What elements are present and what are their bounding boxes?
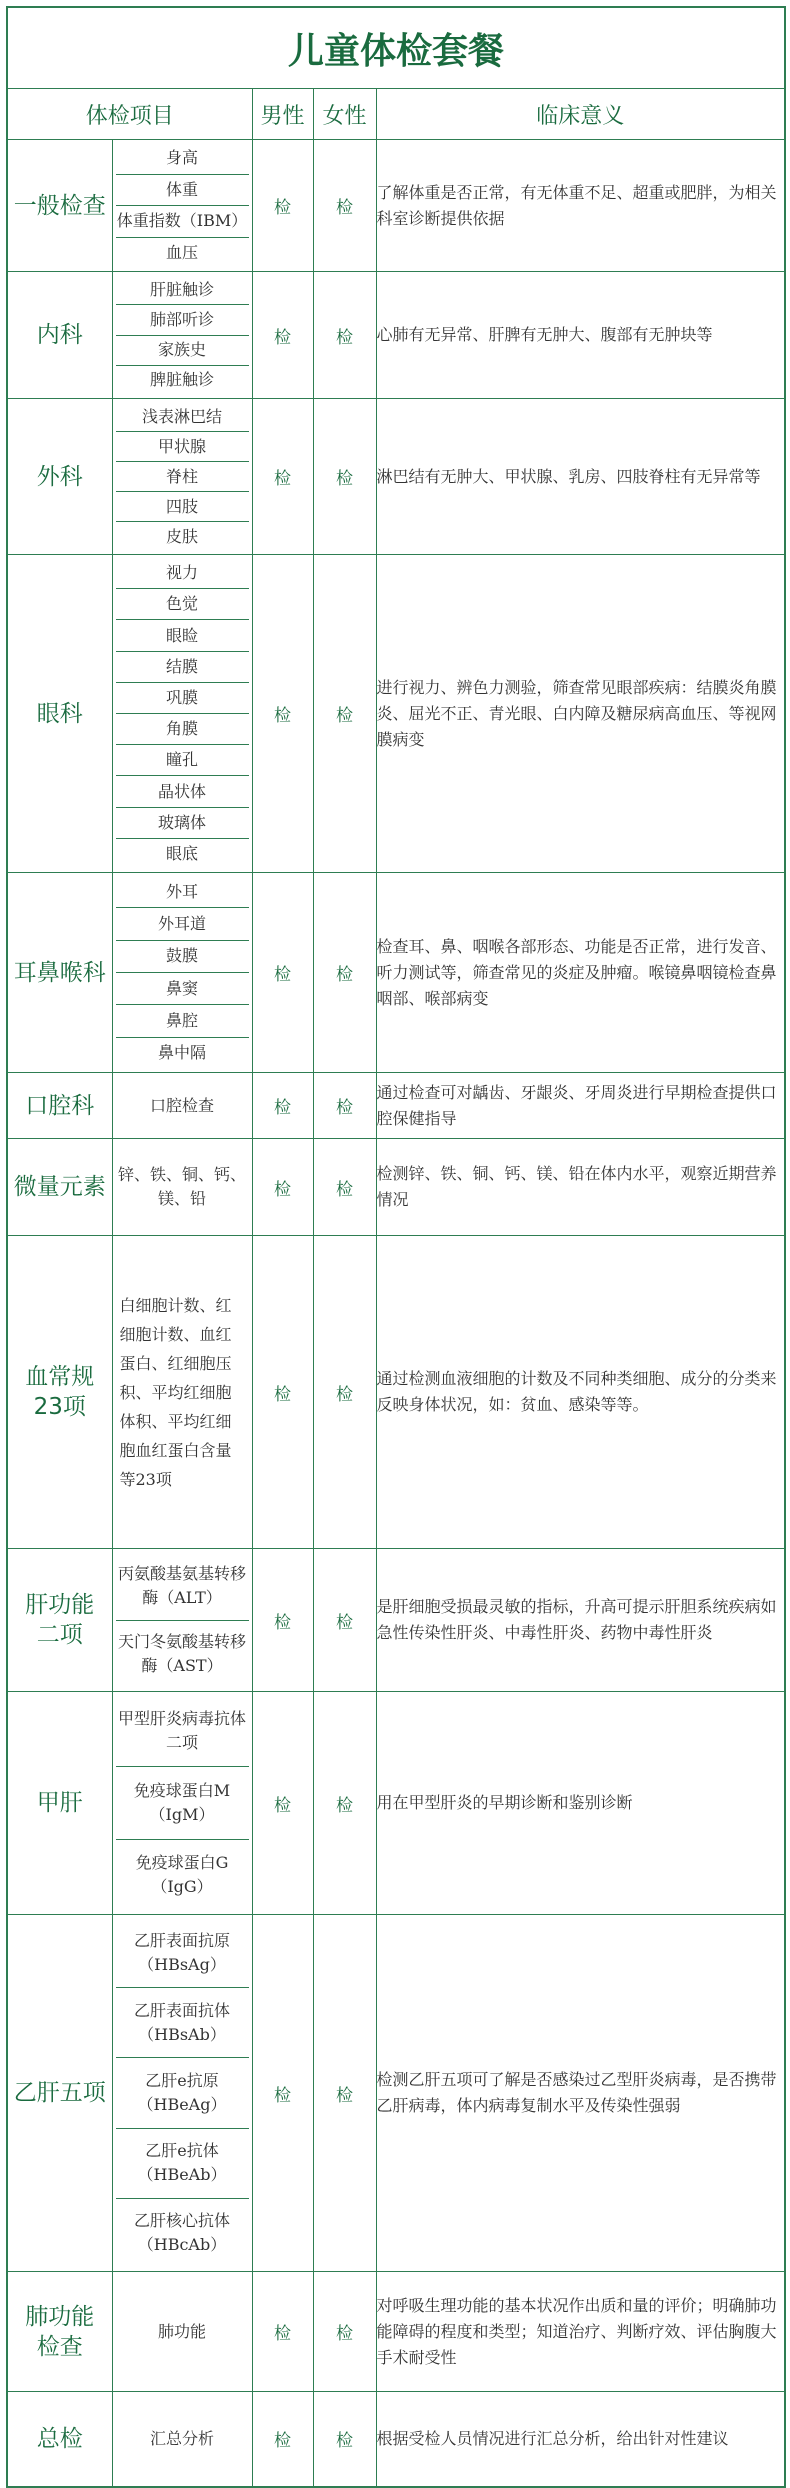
clinical-meaning: 通过检测血液细胞的计数及不同种类细胞、成分的分类来反映身体状况，如：贫血、感染等等。 (376, 1236, 785, 1549)
category-label: 肺功能检查 (25, 2303, 95, 2360)
table-row (7, 555, 785, 873)
checkup-table (6, 6, 786, 2488)
list-item: 玻璃体 (116, 808, 249, 839)
list-item: 血压 (165, 242, 198, 262)
category-cell (7, 1073, 112, 1139)
clinical-meaning: 检测锌、铁、铜、钙、镁、铅在体内水平，观察近期营养情况 (376, 1139, 785, 1236)
male-check: 检 (252, 1236, 313, 1549)
list-item: 白细胞计数、红细胞计数、血红蛋白、红细胞压积、平均红细胞体积、平均红细胞血红蛋白含量等23项 (119, 1295, 232, 1489)
header-items: 体检项目 (7, 89, 252, 140)
list-item: 肝脏触诊 (116, 275, 249, 305)
item-list (116, 558, 249, 869)
male-check: 检 (252, 1692, 313, 1915)
list-item: 乙肝e抗体（HBeAb） (116, 2129, 249, 2199)
item-list (116, 1142, 249, 1232)
male-check: 检 (252, 140, 313, 272)
items-cell (112, 272, 252, 399)
list-item: 鼻腔 (116, 1005, 249, 1037)
header-female: 女性 (313, 89, 376, 140)
category-cell (7, 1236, 112, 1549)
list-item: 鼻中隔 (157, 1043, 206, 1063)
category-label: 甲肝 (36, 1790, 83, 1816)
list-item: 身高 (116, 143, 249, 175)
female-check: 检 (313, 272, 376, 399)
table-row (7, 272, 785, 399)
list-item: 乙肝核心抗体（HBcAb） (133, 2211, 230, 2255)
list-item: 体重 (116, 175, 249, 207)
category-cell (7, 399, 112, 555)
list-item: 鼓膜 (116, 941, 249, 973)
page-title: 儿童体检套餐 (7, 7, 785, 89)
female-check: 检 (313, 1236, 376, 1549)
list-item: 外耳 (116, 876, 249, 908)
item-list (116, 1918, 249, 2268)
list-item: 角膜 (116, 714, 249, 745)
list-item: 四肢 (116, 492, 249, 522)
item-list (116, 1239, 249, 1545)
list-item: 皮肤 (165, 526, 198, 546)
item-list (116, 402, 249, 551)
list-item: 瞳孔 (116, 745, 249, 776)
table-row (7, 1073, 785, 1139)
female-check: 检 (313, 1549, 376, 1692)
list-item: 甲型肝炎病毒抗体二项 (116, 1695, 249, 1767)
list-item: 丙氨酸基氨基转移酶（ALT） (116, 1552, 249, 1621)
list-item: 结膜 (116, 652, 249, 683)
items-cell (112, 399, 252, 555)
item-list (116, 1076, 249, 1135)
list-item: 乙肝表面抗原（HBsAg） (116, 1918, 249, 1988)
list-item: 浅表淋巴结 (116, 402, 249, 432)
category-cell (7, 1139, 112, 1236)
list-item: 免疫球蛋白G（IgG） (135, 1853, 229, 1897)
items-cell (112, 140, 252, 272)
clinical-meaning: 淋巴结有无肿大、甲状腺、乳房、四肢脊柱有无异常等 (376, 399, 785, 555)
male-check: 检 (252, 2272, 313, 2392)
category-cell (7, 1692, 112, 1915)
clinical-meaning: 根据受检人员情况进行汇总分析，给出针对性建议 (376, 2392, 785, 2487)
category-cell (7, 272, 112, 399)
category-label: 耳鼻喉科 (13, 959, 106, 986)
item-list (116, 876, 249, 1069)
list-item: 巩膜 (116, 683, 249, 714)
list-item: 乙肝表面抗体（HBsAb） (116, 1988, 249, 2058)
items-cell (112, 2392, 252, 2487)
list-item: 鼻窦 (116, 973, 249, 1005)
list-item: 锌、铁、铜、钙、镁、铅 (117, 1165, 246, 1208)
table-row (7, 2392, 785, 2487)
list-item: 外耳道 (116, 908, 249, 940)
category-label: 微量元素 (13, 1174, 106, 1200)
items-cell (112, 1915, 252, 2272)
list-item: 脾脏触诊 (149, 370, 214, 390)
item-list (116, 275, 249, 395)
item-list (116, 1695, 249, 1911)
category-label: 眼科 (36, 700, 83, 727)
table-body (7, 7, 785, 2487)
title-row (7, 7, 785, 89)
male-check: 检 (252, 272, 313, 399)
list-item: 天门冬氨酸基转移酶（AST） (117, 1632, 246, 1676)
table-row (7, 399, 785, 555)
item-list (116, 143, 249, 268)
male-check: 检 (252, 873, 313, 1073)
male-check: 检 (252, 1915, 313, 2272)
female-check: 检 (313, 555, 376, 873)
female-check: 检 (313, 2272, 376, 2392)
female-check: 检 (313, 1915, 376, 2272)
table-row (7, 1549, 785, 1692)
table-row (7, 1236, 785, 1549)
header-meaning: 临床意义 (376, 89, 785, 140)
item-list (116, 2275, 249, 2388)
list-item: 视力 (116, 558, 249, 589)
clinical-meaning: 心肺有无异常、肝脾有无肿大、腹部有无肿块等 (376, 272, 785, 399)
male-check: 检 (252, 1139, 313, 1236)
items-cell (112, 1139, 252, 1236)
male-check: 检 (252, 2392, 313, 2487)
female-check: 检 (313, 873, 376, 1073)
list-item: 口腔检查 (149, 1095, 214, 1115)
clinical-meaning: 通过检查可对龋齿、牙龈炎、牙周炎进行早期检查提供口腔保健指导 (376, 1073, 785, 1139)
category-label: 乙肝五项 (13, 2080, 106, 2106)
items-cell (112, 555, 252, 873)
clinical-meaning: 是肝细胞受损最灵敏的指标，升高可提示肝胆系统疾病如急性传染性肝炎、中毒性肝炎、药物中毒性肝炎 (376, 1549, 785, 1692)
category-cell (7, 1915, 112, 2272)
female-check: 检 (313, 140, 376, 272)
items-cell (112, 2272, 252, 2392)
header-male: 男性 (252, 89, 313, 140)
list-item: 乙肝e抗原（HBeAg） (116, 2058, 249, 2128)
table-row (7, 1139, 785, 1236)
list-item: 免疫球蛋白M（IgM） (116, 1767, 249, 1839)
clinical-meaning: 用在甲型肝炎的早期诊断和鉴别诊断 (376, 1692, 785, 1915)
category-cell (7, 873, 112, 1073)
male-check: 检 (252, 1073, 313, 1139)
items-cell (112, 873, 252, 1073)
list-item: 肺功能 (157, 2321, 206, 2341)
table-row (7, 2272, 785, 2392)
female-check: 检 (313, 2392, 376, 2487)
female-check: 检 (313, 1073, 376, 1139)
category-label: 内科 (36, 322, 83, 348)
table-row (7, 873, 785, 1073)
male-check: 检 (252, 555, 313, 873)
table-row (7, 1915, 785, 2272)
items-cell (112, 1236, 252, 1549)
category-cell (7, 2392, 112, 2487)
category-cell (7, 140, 112, 272)
items-cell (112, 1549, 252, 1692)
list-item: 汇总分析 (149, 2428, 214, 2448)
table-row (7, 140, 785, 272)
clinical-meaning: 了解体重是否正常，有无体重不足、超重或肥胖，为相关科室诊断提供依据 (376, 140, 785, 272)
category-label: 口腔科 (25, 1092, 95, 1119)
table-row (7, 1692, 785, 1915)
male-check: 检 (252, 399, 313, 555)
list-item: 脊柱 (116, 462, 249, 492)
female-check: 检 (313, 399, 376, 555)
list-item: 色觉 (116, 589, 249, 620)
list-item: 眼睑 (116, 620, 249, 651)
list-item: 体重指数（IBM） (116, 206, 249, 238)
female-check: 检 (313, 1139, 376, 1236)
list-item: 家族史 (116, 336, 249, 366)
category-label: 总检 (36, 2425, 83, 2452)
male-check: 检 (252, 1549, 313, 1692)
list-item: 晶状体 (116, 776, 249, 807)
list-item: 甲状腺 (116, 432, 249, 462)
category-label: 外科 (36, 463, 83, 490)
list-item: 眼底 (165, 843, 198, 863)
category-label: 血常规23项 (25, 1364, 95, 1420)
category-cell (7, 2272, 112, 2392)
header-row (7, 89, 785, 140)
category-label: 肝功能二项 (25, 1592, 95, 1648)
category-cell (7, 1549, 112, 1692)
category-cell (7, 555, 112, 873)
list-item: 肺部听诊 (116, 305, 249, 335)
item-list (116, 1552, 249, 1688)
clinical-meaning: 检查耳、鼻、咽喉各部形态、功能是否正常，进行发音、听力测试等，筛查常见的炎症及肿瘤。喉镜鼻咽镜检查鼻咽部、喉部病变 (376, 873, 785, 1073)
category-label: 一般检查 (13, 192, 106, 219)
clinical-meaning: 检测乙肝五项可了解是否感染过乙型肝炎病毒，是否携带乙肝病毒，体内病毒复制水平及传染性强弱 (376, 1915, 785, 2272)
female-check: 检 (313, 1692, 376, 1915)
item-list (116, 2395, 249, 2483)
clinical-meaning: 对呼吸生理功能的基本状况作出质和量的评价；明确肺功能障碍的程度和类型；知道治疗、判断疗效、评估胸腹大手术耐受性 (376, 2272, 785, 2392)
items-cell (112, 1692, 252, 1915)
items-cell (112, 1073, 252, 1139)
clinical-meaning: 进行视力、辨色力测验，筛查常见眼部疾病：结膜炎角膜炎、屈光不正、青光眼、白内障及糖尿病高血压、等视网膜病变 (376, 555, 785, 873)
